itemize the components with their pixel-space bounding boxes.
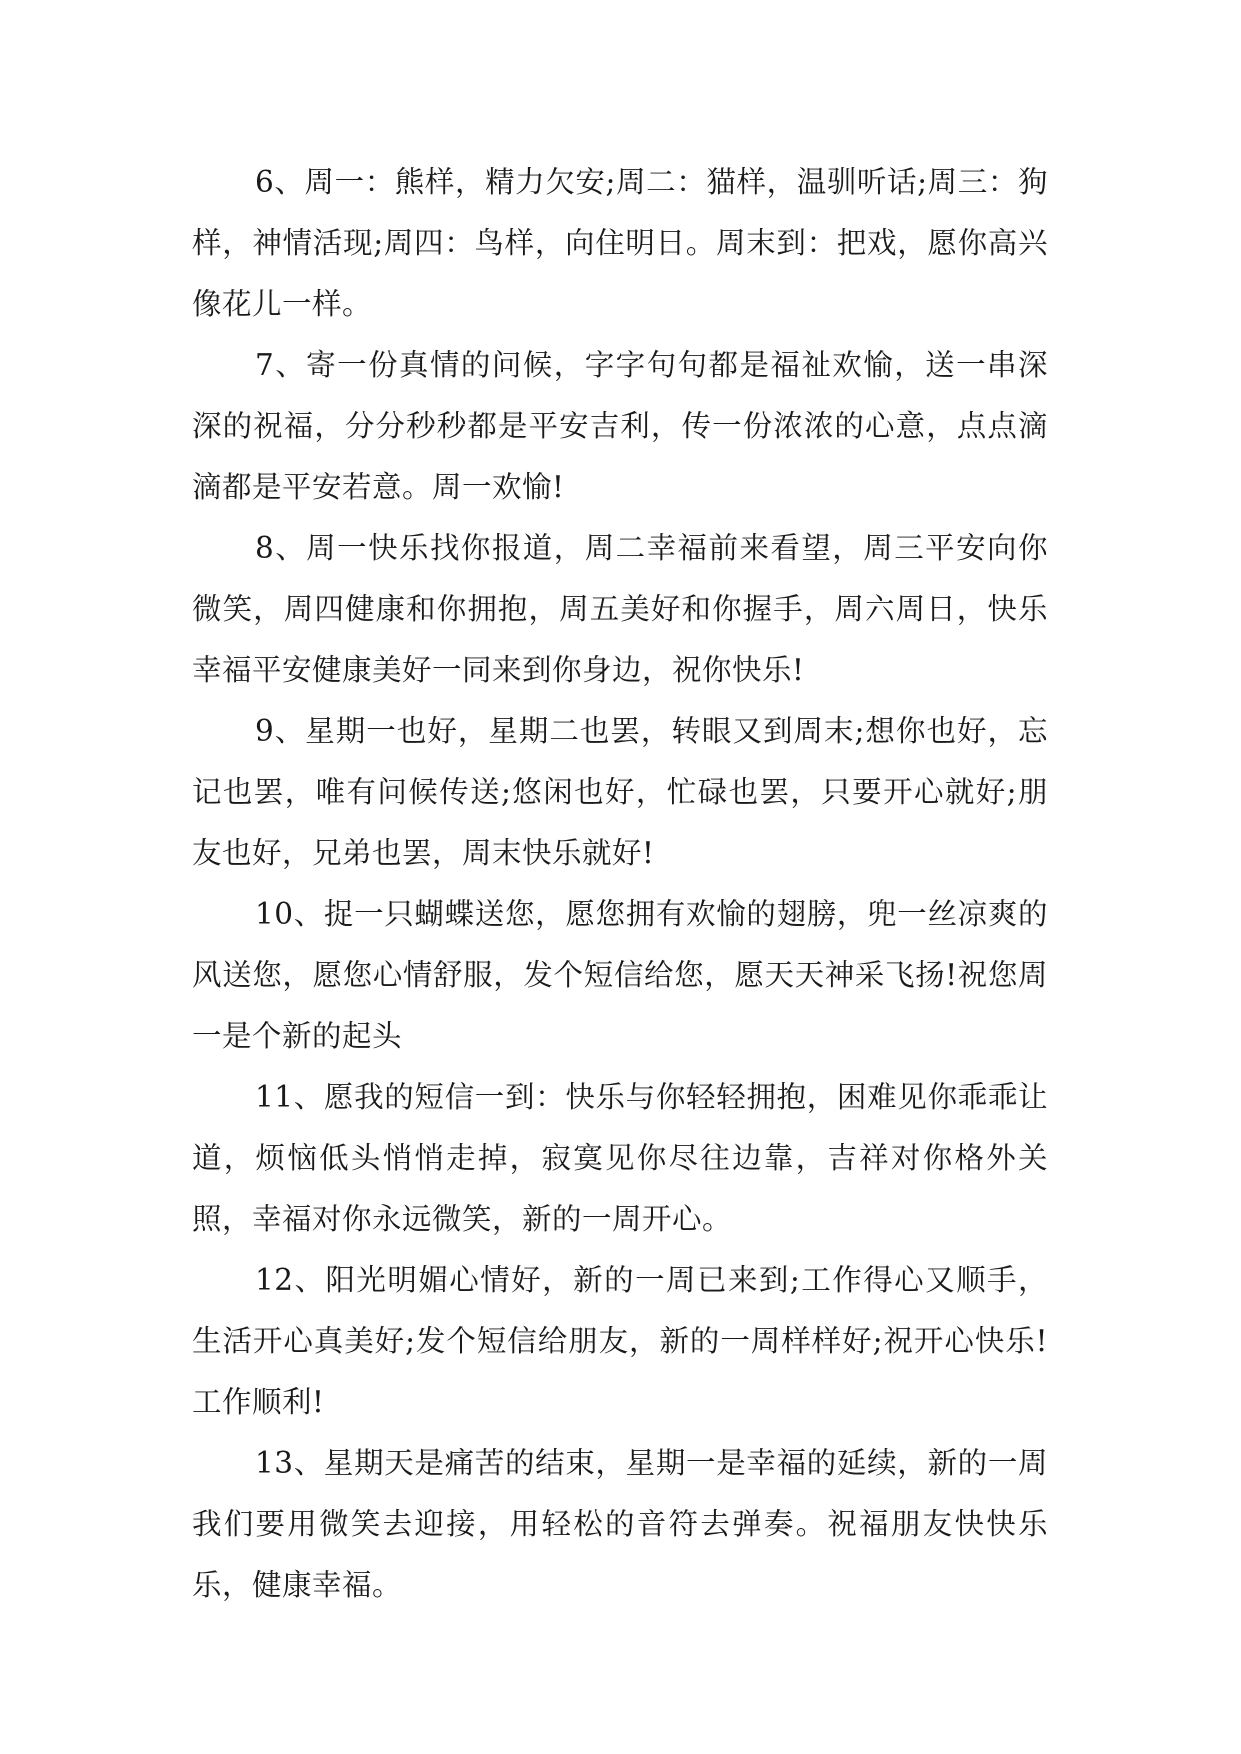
document-body	[192, 152, 1048, 1616]
paragraph-13: 13、星期天是痛苦的结束，星期一是幸福的延续，新的一周我们要用微笑去迎接，用轻松的音符去弹奏。祝福朋友快快乐乐，健康幸福。	[192, 1446, 1048, 1602]
paragraph-12: 12、阳光明媚心情好，新的一周已来到;工作得心又顺手，生活开心真美好;发个短信给朋友，新的一周样样好;祝开心快乐!工作顺利!	[192, 1263, 1048, 1419]
paragraph-8: 8、周一快乐找你报道，周二幸福前来看望，周三平安向你微笑，周四健康和你拥抱，周五美好和你握手，周六周日，快乐幸福平安健康美好一同来到你身边，祝你快乐!	[192, 531, 1048, 687]
paragraph-6: 6、周一：熊样，精力欠安;周二：猫样，温驯听话;周三：狗样，神情活现;周四：鸟样，向住明日。周末到：把戏，愿你高兴像花儿一样。	[192, 165, 1048, 321]
paragraph-7: 7、寄一份真情的问候，字字句句都是福祉欢愉，送一串深深的祝福，分分秒秒都是平安吉利，传一份浓浓的心意，点点滴滴都是平安若意。周一欢愉!	[192, 348, 1048, 504]
paragraph-9: 9、星期一也好，星期二也罢，转眼又到周末;想你也好，忘记也罢，唯有问候传送;悠闲也好，忙碌也罢，只要开心就好;朋友也好，兄弟也罢，周末快乐就好!	[192, 714, 1048, 870]
paragraph-10: 10、捉一只蝴蝶送您，愿您拥有欢愉的翅膀，兜一丝凉爽的风送您，愿您心情舒服，发个短信给您，愿天天神采飞扬!祝您周一是个新的起头	[192, 897, 1048, 1053]
paragraph-11: 11、愿我的短信一到：快乐与你轻轻拥抱，困难见你乖乖让道，烦恼低头悄悄走掉，寂寞见你尽往边靠，吉祥对你格外关照，幸福对你永远微笑，新的一周开心。	[192, 1080, 1048, 1236]
